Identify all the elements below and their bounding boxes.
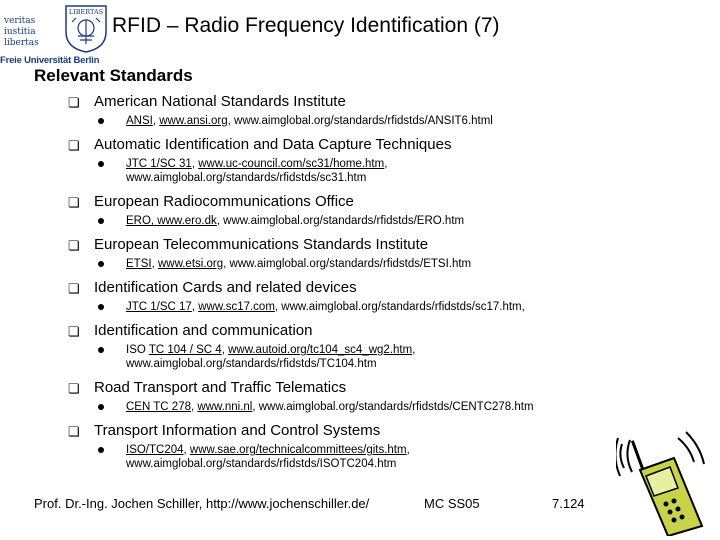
- reference-entry: [94, 157, 708, 185]
- reference-line: [126, 171, 708, 185]
- reference-line: [126, 343, 708, 357]
- round-bullet-icon: [98, 218, 104, 224]
- reference-entry: [94, 300, 708, 314]
- footer-term: MC SS05: [424, 496, 480, 511]
- standard-references: [94, 157, 708, 185]
- round-bullet-icon: [98, 404, 104, 410]
- standard-references: [94, 343, 708, 371]
- standard-item: [68, 377, 708, 414]
- reference-link[interactable]: www.sc17.com: [198, 301, 275, 313]
- reference-text: www.aimglobal.org/standards/rfidstds/sc31.htm: [126, 172, 367, 184]
- reference-link[interactable]: www.sae.org/technicalcommittees/gits.htm: [189, 444, 407, 456]
- reference-text: ,: [191, 158, 199, 170]
- university-logo: [0, 0, 110, 66]
- square-bullet-icon: ❏: [68, 195, 80, 210]
- reference-line: [126, 300, 708, 314]
- standard-references: [94, 400, 708, 414]
- square-bullet-icon: ❏: [68, 281, 80, 296]
- university-name: Freie Universität Berlin: [0, 55, 100, 66]
- standard-heading: Identification and communication: [94, 322, 313, 339]
- reference-line: [126, 114, 708, 128]
- reference-text: www.aimglobal.org/standards/rfidstds/TC104.htm: [126, 358, 377, 370]
- reference-entry: [94, 343, 708, 371]
- reference-line: [126, 214, 708, 228]
- standards-list: [68, 91, 708, 477]
- round-bullet-icon: [98, 118, 104, 124]
- standard-item: [68, 134, 708, 185]
- square-bullet-icon: ❏: [68, 324, 80, 339]
- reference-link[interactable]: ERO, www.ero.dk: [126, 215, 217, 227]
- slide-title: RFID – Radio Frequency Identification (7): [112, 14, 500, 37]
- reference-link[interactable]: www.autoid.org/tc104_sc4_wg2.htm: [228, 344, 413, 356]
- round-bullet-icon: [98, 447, 104, 453]
- reference-link[interactable]: JTC 1/SC 31: [126, 158, 192, 170]
- reference-link[interactable]: JTC 1/SC 17: [126, 301, 192, 313]
- reference-link[interactable]: ANSI: [126, 115, 153, 127]
- logo-word-iustitia: iustitia: [4, 27, 36, 37]
- standard-heading: Transport Information and Control Systems: [94, 422, 381, 439]
- standard-heading: Road Transport and Traffic Telematics: [94, 379, 347, 396]
- square-bullet-icon: ❏: [68, 95, 80, 110]
- reference-text: ,: [191, 301, 199, 313]
- reference-text: ,: [384, 158, 388, 170]
- logo-word-veritas: veritas: [4, 16, 36, 26]
- reference-text: , www.aimglobal.org/standards/rfidstds/ERO.htm: [216, 215, 465, 227]
- square-bullet-icon: ❏: [68, 138, 80, 153]
- reference-link[interactable]: ETSI: [126, 258, 152, 270]
- reference-text: ,: [190, 401, 198, 413]
- reference-line: [126, 157, 708, 171]
- reference-entry: [94, 214, 708, 228]
- standard-references: [94, 214, 708, 228]
- round-bullet-icon: [98, 304, 104, 310]
- reference-text: ,: [152, 115, 160, 127]
- reference-text: ,: [406, 444, 410, 456]
- standard-item: [68, 277, 708, 314]
- reference-link[interactable]: TC 104 / SC 4: [148, 344, 222, 356]
- reference-link[interactable]: www.nni.nl: [197, 401, 253, 413]
- standard-item: [68, 320, 708, 371]
- standard-item: [68, 234, 708, 271]
- standard-heading: Identification Cards and related devices: [94, 279, 357, 296]
- reference-link[interactable]: www.etsi.org: [157, 258, 224, 270]
- reference-line: [126, 357, 708, 371]
- square-bullet-icon: ❏: [68, 238, 80, 253]
- reference-entry: [94, 257, 708, 271]
- round-bullet-icon: [98, 161, 104, 167]
- reference-text: ,: [151, 258, 158, 270]
- reference-text: , www.aimglobal.org/standards/rfidstds/ETSI.htm: [223, 258, 472, 270]
- logo-word-libertas: libertas: [4, 38, 39, 48]
- footer-page-number: 7.124: [552, 496, 585, 511]
- reference-text: , www.aimglobal.org/standards/rfidstds/ANSIT6.html: [227, 115, 493, 127]
- standard-heading: European Radiocommunications Office: [94, 193, 354, 210]
- reference-text: , www.aimglobal.org/standards/rfidstds/CENTC278.htm: [252, 401, 534, 413]
- reference-link[interactable]: www.uc-council.com/sc31/home.htm: [198, 158, 385, 170]
- standard-heading: American National Standards Institute: [94, 93, 346, 110]
- standard-item: [68, 420, 708, 471]
- reference-link[interactable]: www.ansi.org: [159, 115, 228, 127]
- footer-author: Prof. Dr.-Ing. Jochen Schiller, http://www.jochenschiller.de/: [34, 496, 370, 511]
- standard-item: [68, 91, 708, 128]
- reference-text: ,: [221, 344, 229, 356]
- reference-line: [126, 257, 708, 271]
- reference-entry: [94, 114, 708, 128]
- standard-references: [94, 114, 708, 128]
- reference-text: , www.aimglobal.org/standards/rfidstds/sc17.htm,: [274, 301, 525, 313]
- university-seal-icon: [64, 2, 108, 54]
- reference-line: [126, 400, 708, 414]
- round-bullet-icon: [98, 261, 104, 267]
- reference-text: www.aimglobal.org/standards/rfidstds/ISOTC204.htm: [126, 458, 397, 470]
- standard-references: [94, 300, 708, 314]
- logo-motto: [4, 16, 39, 49]
- square-bullet-icon: ❏: [68, 381, 80, 396]
- reference-text: ,: [412, 344, 416, 356]
- svg-text:LIBERTAS: LIBERTAS: [68, 8, 104, 16]
- square-bullet-icon: ❏: [68, 424, 80, 439]
- standard-heading: Automatic Identification and Data Capture Techniques: [94, 136, 452, 153]
- reference-entry: [94, 400, 708, 414]
- reference-text: ,: [183, 444, 190, 456]
- reference-link[interactable]: ISO/TC204: [126, 444, 184, 456]
- standard-references: [94, 257, 708, 271]
- reference-text: ISO: [126, 344, 149, 356]
- standard-item: [68, 191, 708, 228]
- rfid-phone-icon: [616, 430, 716, 536]
- section-heading: Relevant Standards: [34, 66, 193, 85]
- reference-link[interactable]: CEN TC 278: [126, 401, 191, 413]
- round-bullet-icon: [98, 347, 104, 353]
- standard-heading: European Telecommunications Standards Institute: [94, 236, 429, 253]
